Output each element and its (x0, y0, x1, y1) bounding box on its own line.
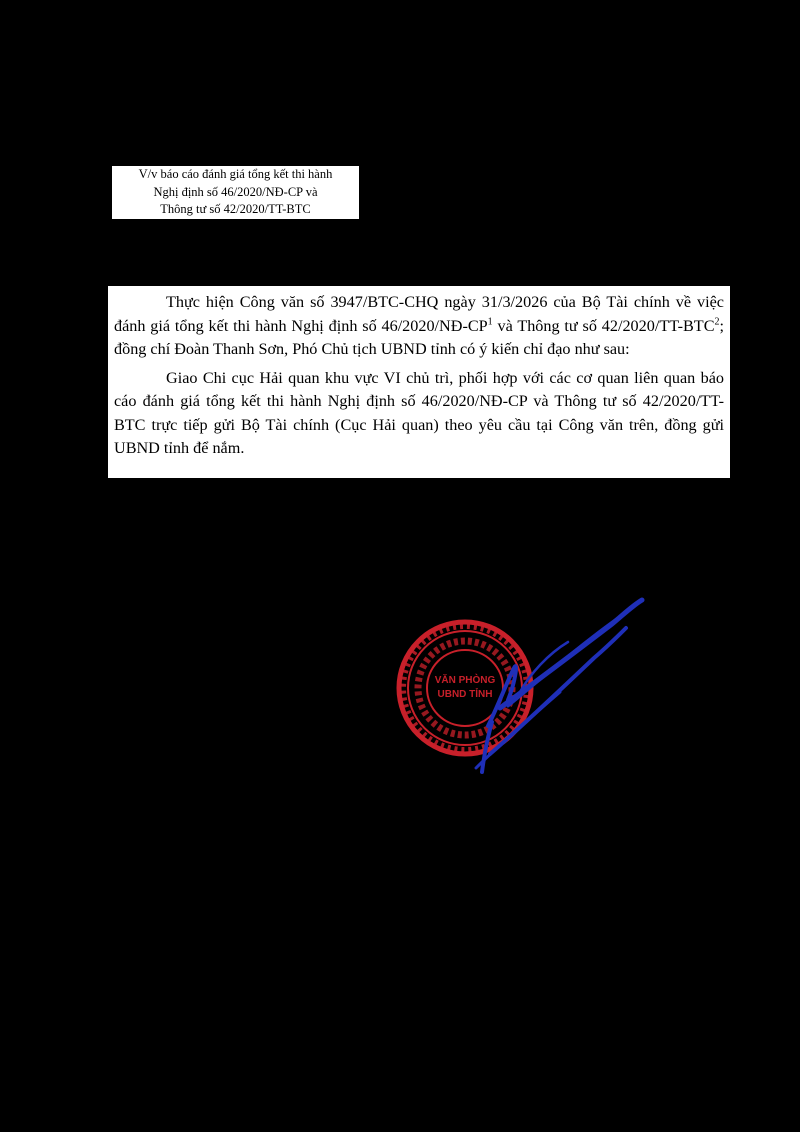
document-body (108, 286, 730, 478)
stamp-text-line-2: UBND TỈNH (437, 689, 493, 700)
subject-line-3: Thông tư số 42/2020/TT-BTC (160, 202, 311, 216)
paragraph-2: Giao Chi cục Hải quan khu vực VI chủ trì, phối hợp với các cơ quan liên quan báo cáo đánh giá tổng kết thi hành Nghị định số 46/2020/NĐ-CP và Thông tư số 42/2020/TT-BTC trực tiếp gửi Bộ Tài chính (Cục Hải quan) theo yêu cầu tại Công văn trên, đồng gửi UBND tỉnh để nắm. (114, 368, 724, 457)
footnote-ref-2[interactable]: 2 (714, 316, 720, 328)
footnote-ref-1[interactable]: 1 (487, 316, 493, 328)
paragraph-1 (114, 291, 724, 362)
paragraph-1-text-b: và Thông tư số 42/2020/TT-BTC (492, 316, 715, 335)
seal-and-signature (380, 596, 660, 776)
stamp-text-line-1: VĂN PHÒNG (434, 675, 496, 686)
handwritten-signature (476, 600, 642, 772)
paragraph-1-text-a: Thực hiện Công văn số 3947/BTC-CHQ ngày 31/3/2026 của Bộ Tài chính về việc đánh giá tổng kết thi hành Nghị định số 46/2020/NĐ-CP (114, 293, 724, 335)
subject-line-2: Nghị định số 46/2020/NĐ-CP và (153, 184, 318, 199)
official-seal-graphic (380, 596, 660, 776)
paragraph-1-text-c: ; đồng chí Đoàn Thanh Sơn, Phó Chủ tịch UBND tỉnh có ý kiến chỉ đạo như sau: (114, 316, 724, 358)
subject-line-1: V/v báo cáo đánh giá tổng kết thi hành (138, 167, 333, 181)
subject-line (112, 166, 359, 219)
